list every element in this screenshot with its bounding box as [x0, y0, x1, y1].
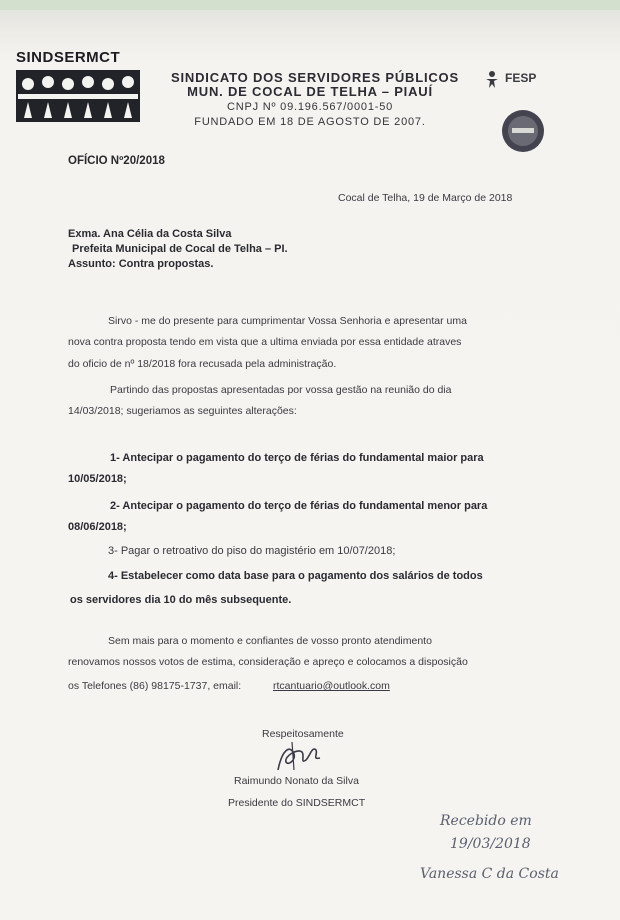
scan-edge: [0, 0, 620, 10]
proposal-item-4: 4- Estabelecer como data base para o pagamento dos salários de todos: [108, 570, 483, 582]
handwritten-received-date: 19/03/2018: [450, 836, 531, 852]
place-date: Cocal de Telha, 19 de Março de 2018: [338, 192, 513, 204]
proposal-item-3: 3- Pagar o retroativo do piso do magistério em 10/07/2018;: [108, 545, 396, 557]
proposal-item-1: 1- Antecipar o pagamento do terço de férias do fundamental maior para: [110, 452, 484, 464]
signatory-role: Presidente do SINDSERMCT: [228, 797, 366, 809]
salutation: Respeitosamente: [262, 728, 344, 740]
union-name-line1: SINDICATO DOS SERVIDORES PÚBLICOS: [171, 70, 459, 85]
proposal-item-1-continuation: 10/05/2018;: [68, 473, 127, 485]
fesp-figure-icon: [484, 70, 500, 91]
closing-line: Sem mais para o momento e confiantes de vosso pronto atendimento: [108, 635, 432, 647]
closing-line: os Telefones (86) 98175-1737, email:: [68, 680, 242, 692]
recipient-title: Prefeita Municipal de Cocal de Telha – PI.: [72, 243, 288, 255]
email-address: rtcantuario@outlook.com: [273, 680, 390, 692]
union-acronym-logo-text: SINDSERMCT: [16, 49, 121, 66]
recipient-name: Exma. Ana Célia da Costa Silva: [68, 228, 232, 240]
office-number: OFÍCIO Nº20/2018: [68, 155, 165, 167]
proposal-item-4-continuation: os servidores dia 10 do mês subsequente.: [70, 594, 292, 606]
paragraph-line: Partindo das propostas apresentadas por vossa gestão na reunião do dia: [110, 384, 452, 396]
handwritten-signature: [272, 740, 328, 779]
federation-seal: [500, 108, 546, 157]
fesp-affiliation: FESP: [505, 71, 537, 85]
handwritten-receiver-name: Vanessa C da Costa: [420, 866, 559, 882]
cnpj: CNPJ Nº 09.196.567/0001-50: [226, 101, 394, 113]
paragraph-line: nova contra proposta tendo em vista que a ultima enviada por essa entidade atraves: [68, 336, 462, 348]
subject: Assunto: Contra propostas.: [68, 258, 214, 270]
union-name-line2: MUN. DE COCAL DE TELHA – PIAUÍ: [187, 84, 433, 99]
founded-date: FUNDADO EM 18 DE AGOSTO DE 2007.: [194, 116, 426, 128]
union-logo: [16, 70, 140, 125]
proposal-item-2: 2- Antecipar o pagamento do terço de férias do fundamental menor para: [110, 500, 488, 512]
proposal-item-2-continuation: 08/06/2018;: [68, 521, 127, 533]
handwritten-received: Recebido em: [440, 813, 532, 829]
signatory-name: Raimundo Nonato da Silva: [234, 775, 359, 787]
paragraph-line: do oficio de nº 18/2018 fora recusada pela administração.: [68, 358, 337, 370]
paragraph-line: Sirvo - me do presente para cumprimentar Vossa Senhoria e apresentar uma: [108, 315, 467, 327]
paragraph-line: 14/03/2018; sugeriamos as seguintes alterações:: [68, 405, 297, 417]
closing-line: renovamos nossos votos de estima, consideração e apreço e colocamos a disposição: [68, 656, 468, 668]
